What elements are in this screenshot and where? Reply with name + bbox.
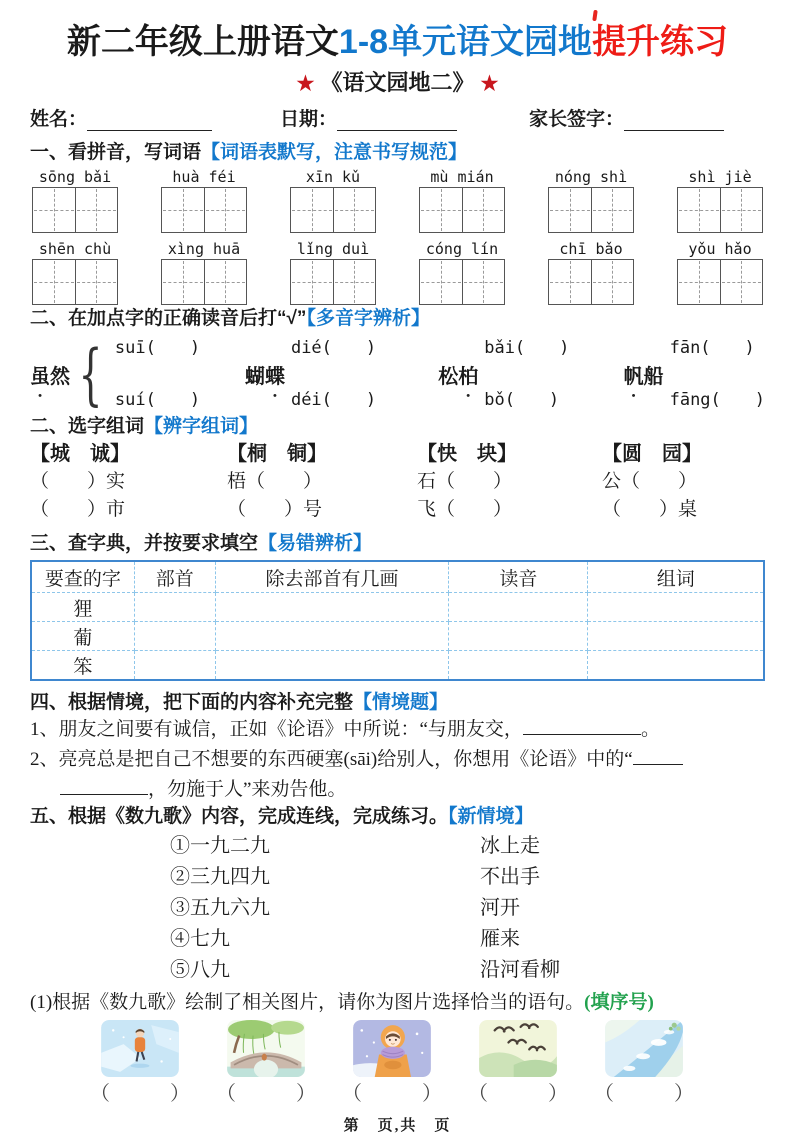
pinyin-option[interactable]: dié( ): [290, 338, 377, 358]
question-text: 。: [640, 719, 660, 740]
writing-grid[interactable]: [548, 259, 634, 305]
pinyin-word: [417, 167, 507, 233]
fill-blank[interactable]: [523, 718, 641, 735]
pinyin-option[interactable]: fāng( ): [669, 390, 766, 410]
pinyin-option[interactable]: suī( ): [114, 338, 201, 358]
question-text: ，勿施于人”来劝告他。: [148, 779, 347, 800]
matching-exercise: [170, 831, 765, 986]
empty-cell[interactable]: [134, 622, 215, 651]
section2-heading: [30, 307, 765, 331]
match-right-item[interactable]: 沿河看柳: [480, 959, 560, 981]
col-header: 要查的字: [31, 561, 134, 593]
match-row: [170, 955, 765, 986]
polyphone-group: [624, 337, 765, 411]
pinyin-option[interactable]: bǒ( ): [484, 390, 560, 410]
ice-walking-illustration: [101, 1020, 179, 1077]
fill-blank[interactable]: [633, 748, 683, 765]
choose-word-grid: [30, 441, 765, 524]
pinyin-label: mù mián: [430, 168, 494, 186]
answer-slot[interactable]: （ ）实: [30, 471, 126, 492]
empty-cell[interactable]: [134, 593, 215, 622]
figure-willow-bridge: [216, 1020, 316, 1106]
answer-paren[interactable]: （ ）: [216, 1083, 316, 1105]
date-blank[interactable]: [337, 112, 457, 131]
writing-grid[interactable]: [419, 259, 505, 305]
name-blank[interactable]: [87, 112, 212, 131]
pinyin-word: [30, 239, 120, 305]
star-icon: ★: [480, 73, 499, 95]
question-2: [30, 745, 765, 775]
match-left-item[interactable]: ③五九六九: [170, 897, 270, 919]
title-part-red: 提升练习: [592, 23, 729, 61]
section6-heading: [30, 805, 765, 829]
answer-slot[interactable]: 梧（ ）: [227, 471, 323, 492]
pinyin-word: [546, 239, 636, 305]
empty-cell[interactable]: [449, 622, 588, 651]
section4-tag: 【易错辨析】: [258, 533, 373, 554]
writing-grid[interactable]: [677, 187, 763, 233]
dictionary-table: [30, 560, 765, 681]
wild-geese-illustration: [479, 1020, 557, 1077]
pinyin-label: shì jiè: [688, 168, 752, 186]
section5-title: 四、根据情境，把下面的内容补充完整: [30, 692, 354, 713]
sub-question-text: (1)根据《数九歌》绘制了相关图片，请你为图片选择恰当的语句。: [30, 992, 585, 1013]
pinyin-row-1: [30, 167, 765, 233]
winter-girl-illustration: [353, 1020, 431, 1077]
answer-slot[interactable]: （ ）桌: [602, 499, 698, 520]
section1-heading: [30, 141, 765, 165]
red-mark: [592, 10, 597, 21]
pinyin-label: nóng shì: [554, 168, 628, 186]
pinyin-label: cóng lín: [425, 240, 499, 258]
match-left-item[interactable]: ②三九四九: [170, 866, 270, 888]
empty-cell[interactable]: [588, 622, 764, 651]
match-row: [170, 924, 765, 955]
table-header-row: [31, 561, 764, 593]
title-part-black: 新二年级上册语文: [66, 23, 339, 61]
word-char: 柏: [458, 365, 479, 388]
section1-tag: 【词语表默写，注意书写规范】: [201, 142, 468, 163]
table-row: [31, 651, 764, 681]
figure-ice-walking: [90, 1020, 190, 1106]
polyphone-group: [30, 334, 245, 414]
section3-tag: 【辨字组词】: [144, 416, 259, 437]
page-footer: 第 页,共 页: [343, 1118, 452, 1134]
fill-blank[interactable]: [60, 778, 148, 795]
question-text: 2、亮亮总是把自己不想要的东西硬塞(sāi)给别人，你想用《论语》中的“: [30, 749, 633, 770]
match-left-item[interactable]: ④七九: [170, 928, 230, 950]
char-options: 【城 诚】: [30, 443, 130, 465]
pinyin-label: lǐng duì: [296, 240, 370, 258]
page-title: [30, 22, 765, 62]
brace-glyph: {: [78, 334, 103, 414]
char-options: 【桐 铜】: [227, 443, 327, 465]
pinyin-label: xīn kǔ: [305, 168, 361, 186]
pinyin-label: huà féi: [172, 168, 236, 186]
pinyin-word: [159, 239, 249, 305]
match-right-item[interactable]: 冰上走: [480, 835, 540, 857]
pinyin-label: chī bǎo: [559, 240, 623, 258]
match-row: [170, 893, 765, 924]
polyphone-group: [438, 337, 623, 411]
figure-row: [90, 1020, 765, 1106]
pinyin-option[interactable]: déi( ): [290, 390, 377, 410]
question-1: [30, 715, 765, 745]
writing-grid[interactable]: [161, 187, 247, 233]
match-right-item[interactable]: 不出手: [480, 866, 540, 888]
word-char: 蝶: [264, 365, 285, 388]
pinyin-word: [159, 167, 249, 233]
match-right-item[interactable]: 雁来: [480, 928, 520, 950]
pinyin-label: shēn chù: [38, 240, 112, 258]
empty-cell[interactable]: [449, 651, 588, 681]
writing-grid[interactable]: [677, 259, 763, 305]
section4-title: 三、查字典，并按要求填空: [30, 533, 259, 554]
pinyin-word: [546, 167, 636, 233]
char-options: 【快 块】: [417, 443, 517, 465]
pinyin-word: [675, 239, 765, 305]
writing-grid[interactable]: [32, 187, 118, 233]
answer-paren[interactable]: （ ）: [342, 1083, 442, 1105]
char-options: 【圆 园】: [602, 443, 702, 465]
writing-grid[interactable]: [161, 259, 247, 305]
col-header: 读音: [449, 561, 588, 593]
answer-slot[interactable]: 石（ ）: [417, 471, 513, 492]
pinyin-option[interactable]: bǎi( ): [484, 338, 570, 358]
section2-tag: 【多音字辨析】: [306, 308, 430, 329]
figure-river-thaw: [594, 1020, 694, 1106]
table-row: [31, 622, 764, 651]
section6-tag: 【新情境】: [448, 806, 534, 827]
section1-title: 一、看拼音，写词语: [30, 142, 202, 163]
pinyin-word: [288, 239, 378, 305]
table-row: [31, 593, 764, 622]
sub-question: [30, 990, 765, 1016]
writing-grid[interactable]: [290, 259, 376, 305]
pinyin-option[interactable]: suí( ): [114, 390, 201, 410]
section3-heading: [30, 415, 765, 439]
col-header: 除去部首有几画: [215, 561, 449, 593]
date-label: 日期：: [280, 109, 338, 130]
polyphone-row: [30, 335, 765, 413]
word-char: 蝴: [244, 365, 265, 388]
section4-heading: [30, 532, 765, 556]
section6-title: 五、根据《数九歌》内容，完成连线，完成练习。: [30, 806, 449, 827]
pinyin-word: [417, 239, 507, 305]
writing-grid[interactable]: [419, 187, 505, 233]
lookup-char: 狸: [31, 593, 134, 622]
river-thaw-illustration: [605, 1020, 683, 1077]
writing-grid[interactable]: [548, 187, 634, 233]
col-header: 组词: [588, 561, 764, 593]
answer-paren[interactable]: （ ）: [90, 1083, 190, 1105]
parent-sign-label: 家长签字：: [529, 109, 625, 130]
word-char: 船: [643, 365, 664, 388]
pinyin-label: sōng bǎi: [38, 168, 112, 186]
writing-grid[interactable]: [32, 259, 118, 305]
pinyin-word: [675, 167, 765, 233]
parent-sign-blank[interactable]: [624, 112, 724, 131]
match-row: [170, 862, 765, 893]
section5-tag: 【情境题】: [353, 692, 449, 713]
info-row: [30, 107, 765, 131]
unit-subtitle: [30, 70, 765, 97]
answer-slot[interactable]: 公（ ）: [602, 471, 698, 492]
pinyin-row-2: [30, 239, 765, 305]
match-row: [170, 831, 765, 862]
question-2-continued: [30, 775, 765, 805]
pinyin-label: yǒu hǎo: [688, 240, 752, 258]
figure-winter-girl: [342, 1020, 442, 1106]
match-left-item[interactable]: ⑤八九: [170, 959, 230, 981]
willow-bridge-illustration: [227, 1020, 305, 1077]
empty-cell[interactable]: [134, 651, 215, 681]
question-text: 1、朋友之间要有诚信，正如《论语》中所说：“与朋友交，: [30, 719, 523, 740]
match-left-item[interactable]: ①一九二九: [170, 835, 270, 857]
empty-cell[interactable]: [215, 593, 449, 622]
empty-cell[interactable]: [449, 593, 588, 622]
subtitle-text: 《语文园地二》: [320, 70, 475, 95]
name-label: 姓名：: [30, 109, 88, 130]
empty-cell[interactable]: [215, 651, 449, 681]
lookup-char: 笨: [31, 651, 134, 681]
section3-title: 二、选字组词: [30, 416, 145, 437]
star-icon: ★: [296, 73, 315, 95]
word-char: 虽: [30, 365, 50, 388]
section2-title: 二、在加点字的正确读音后打“√”: [30, 308, 307, 329]
word-char: 松: [438, 365, 459, 388]
empty-cell[interactable]: [588, 593, 764, 622]
sub-question-tag: (填序号): [584, 992, 654, 1013]
answer-slot[interactable]: 飞（ ）: [417, 499, 513, 520]
answer-slot[interactable]: （ ）号: [227, 499, 323, 520]
pinyin-word: [30, 167, 120, 233]
pinyin-word: [288, 167, 378, 233]
answer-paren[interactable]: （ ）: [468, 1083, 568, 1105]
empty-cell[interactable]: [588, 651, 764, 681]
section5-heading: [30, 691, 765, 715]
answer-slot[interactable]: （ ）市: [30, 499, 126, 520]
answer-paren[interactable]: （ ）: [594, 1083, 694, 1105]
writing-grid[interactable]: [290, 187, 376, 233]
lookup-char: 葡: [31, 622, 134, 651]
figure-wild-geese: [468, 1020, 568, 1106]
word-char: 帆: [623, 365, 644, 388]
polyphone-group: [245, 337, 438, 411]
empty-cell[interactable]: [215, 622, 449, 651]
pinyin-option[interactable]: fān( ): [669, 338, 755, 358]
match-right-item[interactable]: 河开: [480, 897, 520, 919]
word-char: 然: [50, 365, 70, 388]
title-part-blue: 1-8单元语文园地: [338, 23, 593, 61]
pinyin-label: xìng huā: [167, 240, 241, 258]
col-header: 部首: [134, 561, 215, 593]
